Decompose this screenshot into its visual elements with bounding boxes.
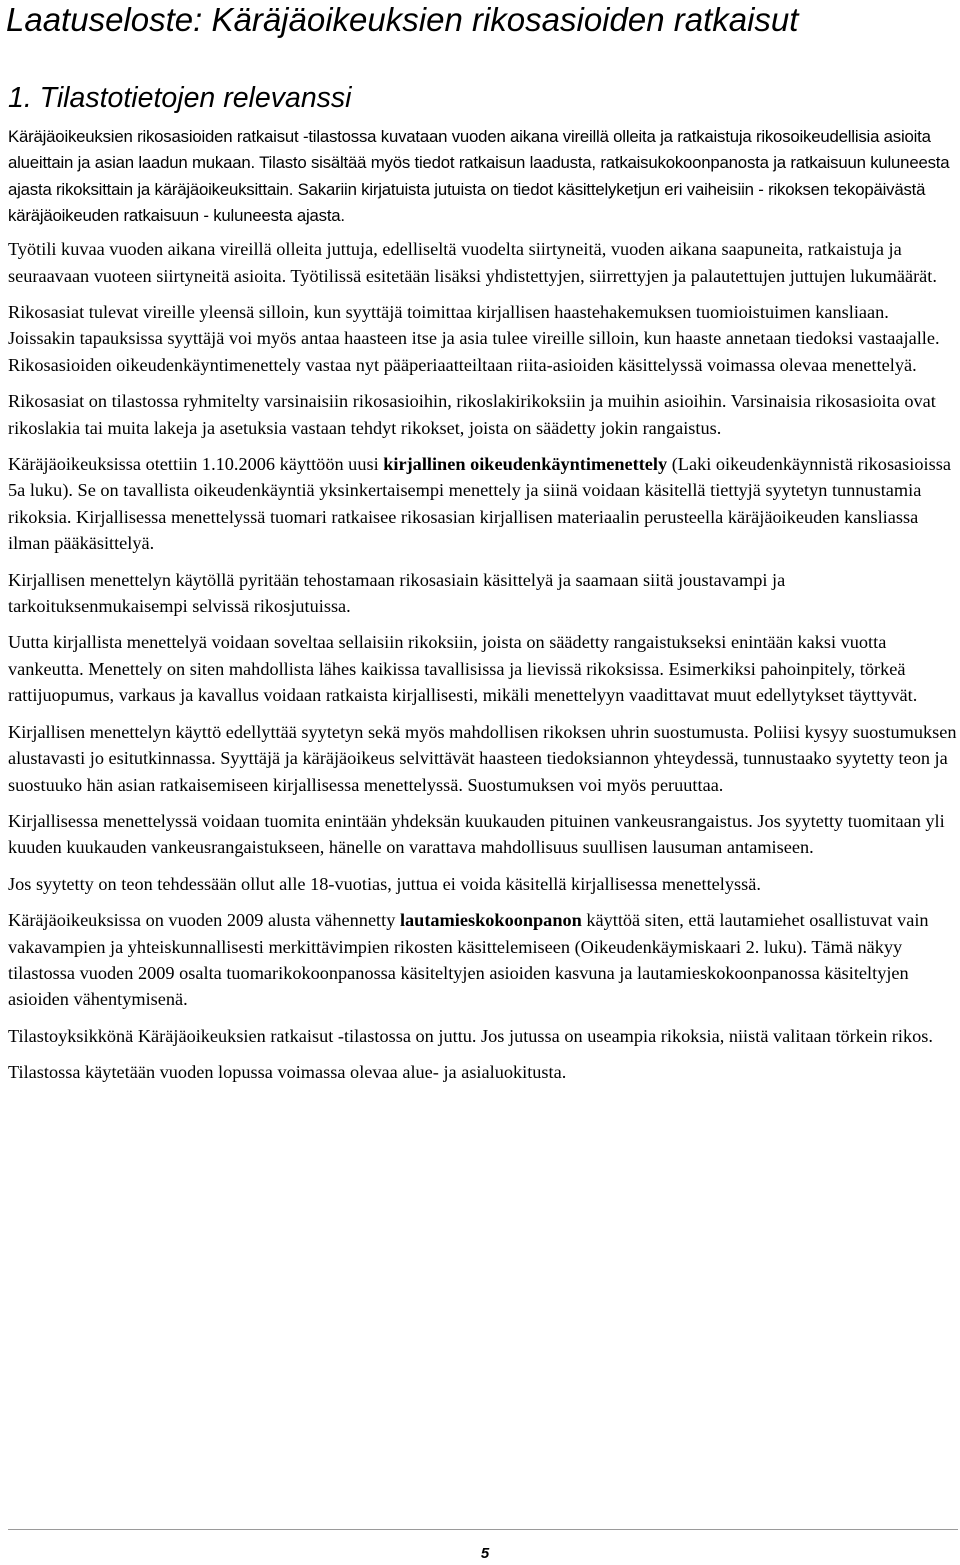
bold-term: kirjallinen oikeudenkäyntimenettely xyxy=(383,454,668,475)
paragraph-statistical-unit: Tilastoyksikkönä Käräjäoikeuksien ratkaisut -tilastossa on juttu. Jos jutussa on useampia rikoksia, niistä valitaan törkein rikos. xyxy=(8,1025,933,1046)
paragraph-consent: Kirjallisen menettelyn käyttö edellyttää syytetyn sekä myös mahdollisen rikoksen uhrin suostumusta. Poliisi kysyy suostumuksen alustavasti jo esitutkinnassa. Syyttäjä ja käräjäoikeus selvittävät haasteen tiedoksiannon yhteydessä, tunnustaako syytetty teon ja suostuuko hän asian ratkaisemiseen kirjallisessa menettelyssä. Suostumuksen voi myös peruuttaa. xyxy=(8,721,957,795)
paragraph-procedure-aim: Kirjallisen menettelyn käytöllä pyritään tehostamaan rikosasiain käsittelyä ja saamaan siitä joustavampi ja tarkoituksenmukaisempi selvissä rikosjutuissa. xyxy=(8,569,786,617)
document-body xyxy=(8,124,958,1096)
paragraph-classification: Tilastossa käytetään vuoden lopussa voimassa olevaa alue- ja asialuokitusta. xyxy=(8,1062,567,1083)
paragraph-written-procedure xyxy=(8,451,958,557)
page-number: 5 xyxy=(480,1545,490,1562)
paragraph-work-account: Työtili kuvaa vuoden aikana vireillä olleita juttuja, edelliseltä vuodelta siirtyneitä, vuoden aikana saapuneita, ratkaistuja ja seuraavaan vuoteen siirtyneitä asioita. Työtilissä esitetään lisäksi yhdistettyjen, siirrettyjen ja palautettujen juttujen lukumäärät. xyxy=(8,239,937,286)
section-heading: 1. Tilastotietojen relevanssi xyxy=(8,82,352,114)
paragraph-lay-judges xyxy=(8,907,958,1013)
paragraph-statistics-description: Käräjäoikeuksien rikosasioiden ratkaisut -tilastossa kuvataan vuoden aikana vireillä olleita ja ratkaistuja rikosoikeudellisia asioita alueittain ja asian laadun mukaan. Tilasto sisältää myös tiedot ratkaisun laadusta, ratkaisukokoonpanosta ja ratkaisuun kuluneesta ajasta rikoksittain ja käräjäoikeuksittain. Sakariin kirjatuista jutuista on tiedot käsittelyketjun eri vaiheisiin - rikoksen tekopäivästä käräjäoikeuden ratkaisuun - kuluneesta ajasta. xyxy=(8,127,950,225)
paragraph-text: käyttöä siten, että lautamiehet osallistuvat vain vakavampien ja yhteiskunnallisesti merkittävimpien rikosten käsittelemiseen (Oikeudenkäymiskaari 2. luku). Tämä näkyy tilastossa vuoden 2009 osalta tuomarikokoonpanossa käsiteltyjen asioiden kasvuna ja lautamieskokoonpanossa käsiteltyjen asioiden vähentymisenä. xyxy=(8,910,929,1010)
bold-term: lautamieskokoonpanon xyxy=(399,910,582,931)
paragraph-text: Käräjäoikeuksissa on vuoden 2009 alusta vähennetty xyxy=(8,910,400,931)
paragraph-text: (Laki oikeudenkäynnistä rikosasioissa 5a luku). Se on tavallista oikeudenkäyntiä yksinkertaisempi menettely ja siinä voidaan käsitellä tiettyjä syytetyn tunnustamia rikoksia. Kirjallisessa menettelyssä tuomari ratkaisee rikosasian kirjallisen materiaalin perusteella käräjäoikeuden kansliassa ilman pääkäsittelyä. xyxy=(8,454,951,554)
paragraph-pending-cases: Rikosasiat tulevat vireille yleensä silloin, kun syyttäjä toimittaa kirjallisen haastehakemuksen tuomioistuimen kansliaan. Joissakin tapauksissa syyttäjä voi myös antaa haasteen itse ja asia tulee vireille silloin, kun haaste annetaan tiedoksi vastaajalle. Rikosasioiden oikeudenkäyntimenettely vastaa nyt pääperiaatteiltaan riita-asioiden käsittelyssä voimassa olevaa menettelyä. xyxy=(8,302,940,375)
document-title: Laatuseloste: Käräjäoikeuksien rikosasioiden ratkaisut xyxy=(6,1,799,38)
footer-divider xyxy=(8,1529,958,1530)
paragraph-case-grouping: Rikosasiat on tilastossa ryhmitelty varsinaisiin rikosasioihin, rikoslakirikoksiin ja muihin asioihin. Varsinaisia rikosasioita ovat rikoslakia tai muita lakeja ja asetuksia vastaan tehdyt rikokset, joista on säädetty jokin rangaistus. xyxy=(8,391,936,438)
paragraph-text: Käräjäoikeuksissa otettiin 1.10.2006 käyttöön uusi xyxy=(8,454,384,475)
paragraph-procedure-scope: Uutta kirjallista menettelyä voidaan soveltaa sellaisiin rikoksiin, joista on säädetty rangaistukseksi enintään kaksi vuotta vankeutta. Menettely on siten mahdollista lähes kaikissa tavallisissa ja lievissä rikoksissa. Esimerkiksi pahoinpitely, törkeä rattijuopumus, varkaus ja kavallus voidaan ratkaista kirjallisesti, mikäli menettelyyn vaadittavat muut edellytykset täyttyvät. xyxy=(8,632,918,706)
paragraph-age-limit: Jos syytetty on teon tehdessään ollut alle 18-vuotias, juttua ei voida käsitellä kirjallisessa menettelyssä. xyxy=(8,873,761,894)
paragraph-sentence-limit: Kirjallisessa menettelyssä voidaan tuomita enintään yhdeksän kuukauden pituinen vankeusrangaistus. Jos syytetty tuomitaan yli kuuden kuukauden vankeusrangaistukseen, hänelle on varattava mahdollisuus suullisen lausuman antamiseen. xyxy=(8,810,945,858)
